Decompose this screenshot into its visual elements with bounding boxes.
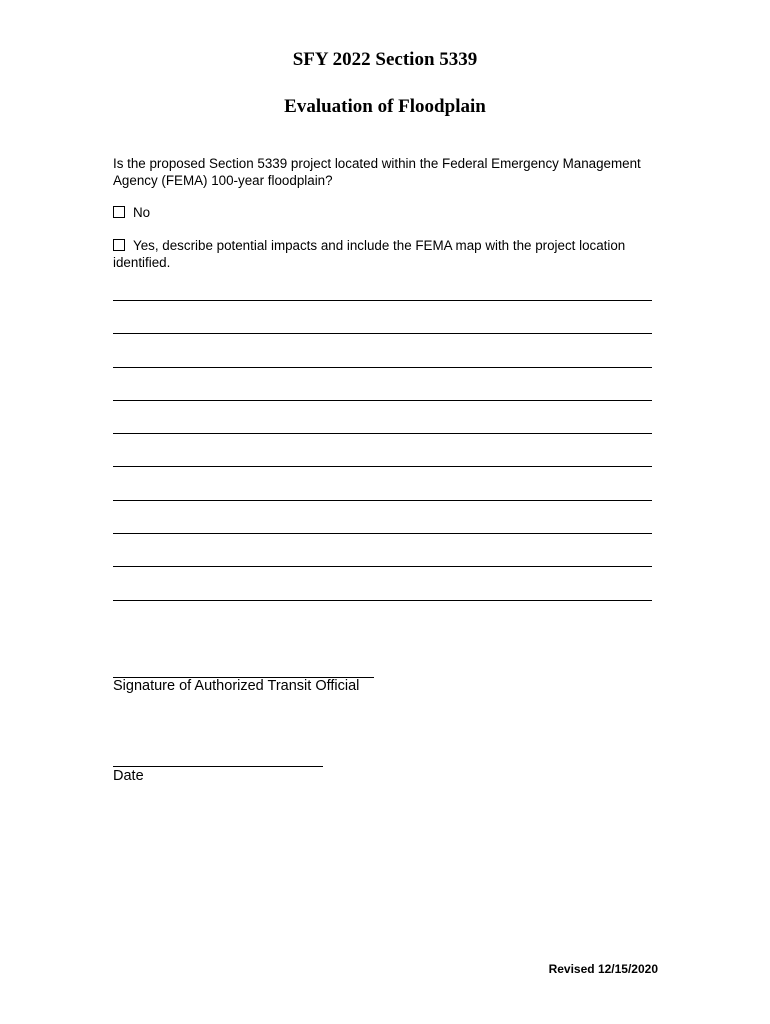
- document-subtitle: Evaluation of Floodplain: [284, 96, 486, 117]
- answer-line[interactable]: [113, 400, 652, 401]
- signature-label: Signature of Authorized Transit Official: [113, 678, 360, 694]
- document-title: SFY 2022 Section 5339: [292, 49, 478, 70]
- date-label: Date: [113, 768, 144, 784]
- yes-checkbox[interactable]: [113, 239, 125, 251]
- option-yes: [113, 238, 658, 271]
- answer-line[interactable]: [113, 333, 652, 334]
- answer-line[interactable]: [113, 533, 652, 534]
- answer-line[interactable]: [113, 500, 652, 501]
- date-line[interactable]: [113, 766, 323, 767]
- answer-line[interactable]: [113, 367, 652, 368]
- answer-line[interactable]: [113, 433, 652, 434]
- answer-line[interactable]: [113, 566, 652, 567]
- no-checkbox[interactable]: [113, 206, 125, 218]
- answer-lines: [113, 300, 652, 633]
- option-yes-label: Yes, describe potential impacts and include the FEMA map with the project location identified.: [113, 238, 626, 270]
- revised-date: Revised 12/15/2020: [548, 962, 658, 976]
- option-no-label: No: [133, 205, 151, 220]
- option-no: [113, 205, 658, 222]
- answer-line[interactable]: [113, 600, 652, 601]
- floodplain-question: Is the proposed Section 5339 project located within the Federal Emergency Management Agency (FEMA) 100-year floodplain?: [113, 156, 641, 188]
- answer-line[interactable]: [113, 466, 652, 467]
- answer-line[interactable]: [113, 300, 652, 301]
